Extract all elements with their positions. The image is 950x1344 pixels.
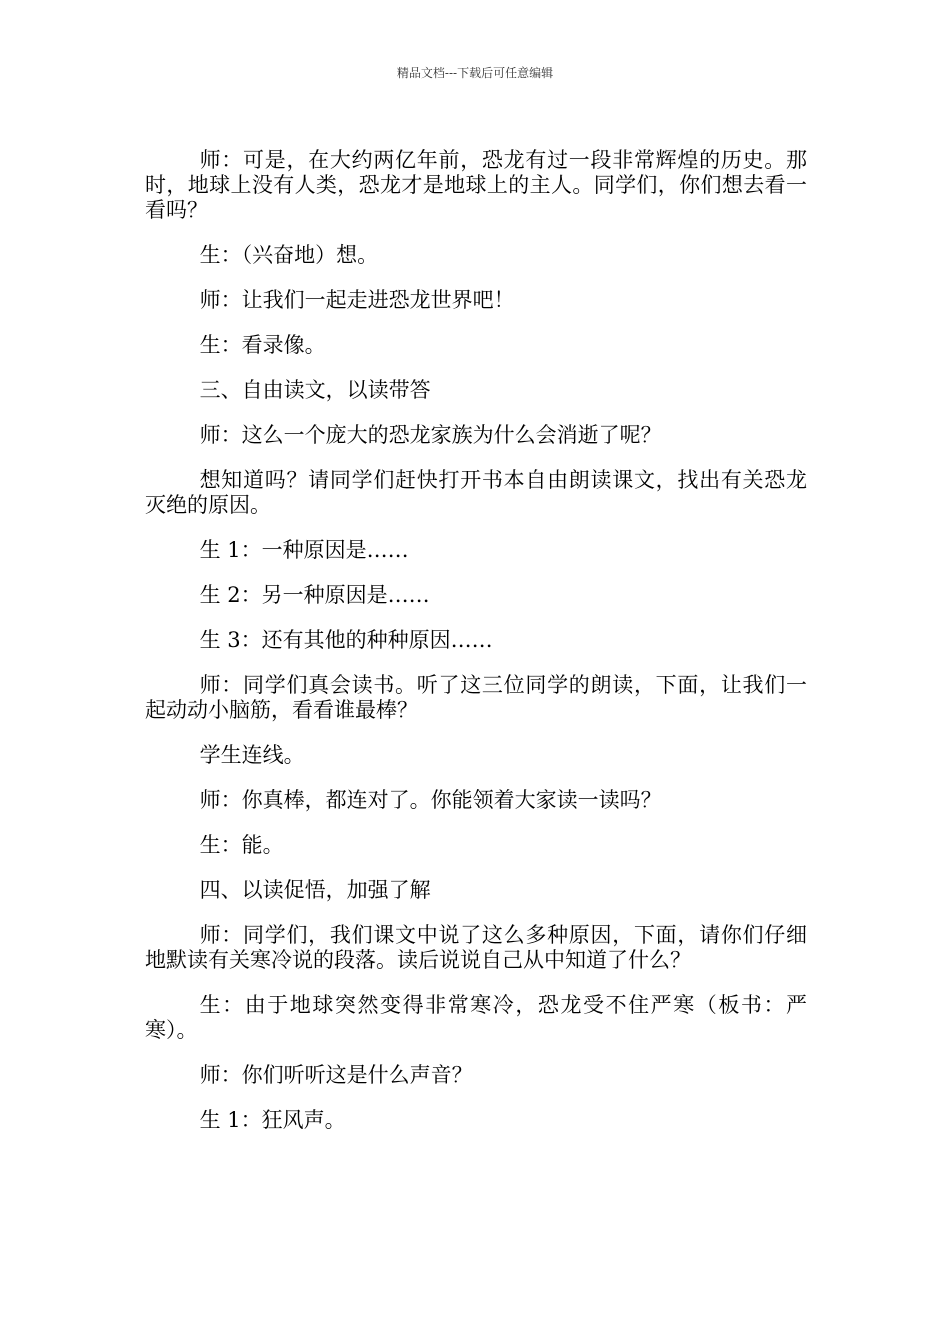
paragraph-6: 师：这么一个庞大的恐龙家族为什么会消逝了呢？ [199,423,662,447]
paragraph-14: 生：能。 [199,833,284,857]
paragraph-2: 生：（兴奋地）想。 [199,243,379,267]
paragraph-17: 生：由于地球突然变得非常寒冷，恐龙受不住严寒（板书：严寒）。 [145,993,807,1042]
paragraph-10: 生 3：还有其他的种种原因…… [199,628,493,652]
paragraph-13: 师：你真棒，都连对了。你能领着大家读一读吗？ [199,788,662,812]
paragraph-18: 师：你们听听这是什么声音？ [199,1063,473,1087]
paragraph-4: 生：看录像。 [199,333,326,357]
document-body [145,148,807,1153]
section-heading-4: 四、以读促悟，加强了解 [199,878,431,902]
paragraph-3: 师：让我们一起走进恐龙世界吧！ [199,288,515,312]
paragraph-9: 生 2：另一种原因是…… [199,583,430,607]
paragraph-11: 师：同学们真会读书。听了这三位同学的朗读，下面，让我们一起动动小脑筋，看看谁最棒？ [145,673,807,722]
paragraph-19: 生 1：狂风声。 [199,1108,346,1132]
paragraph-1: 师：可是，在大约两亿年前，恐龙有过一段非常辉煌的历史。那时，地球上没有人类，恐龙才是地球上的主人。同学们，你们想去看一看吗？ [145,148,807,222]
paragraph-16: 师：同学们，我们课文中说了这么多种原因，下面，请你们仔细地默读有关寒冷说的段落。读后说说自己从中知道了什么？ [145,923,807,972]
section-heading-3: 三、自由读文，以读带答 [199,378,431,402]
page-header: 精品文档---下载后可任意编辑 [396,66,554,80]
paragraph-7: 想知道吗？请同学们赶快打开书本自由朗读课文，找出有关恐龙灭绝的原因。 [145,468,807,517]
paragraph-8: 生 1：一种原因是…… [199,538,409,562]
paragraph-12: 学生连线。 [199,743,305,767]
